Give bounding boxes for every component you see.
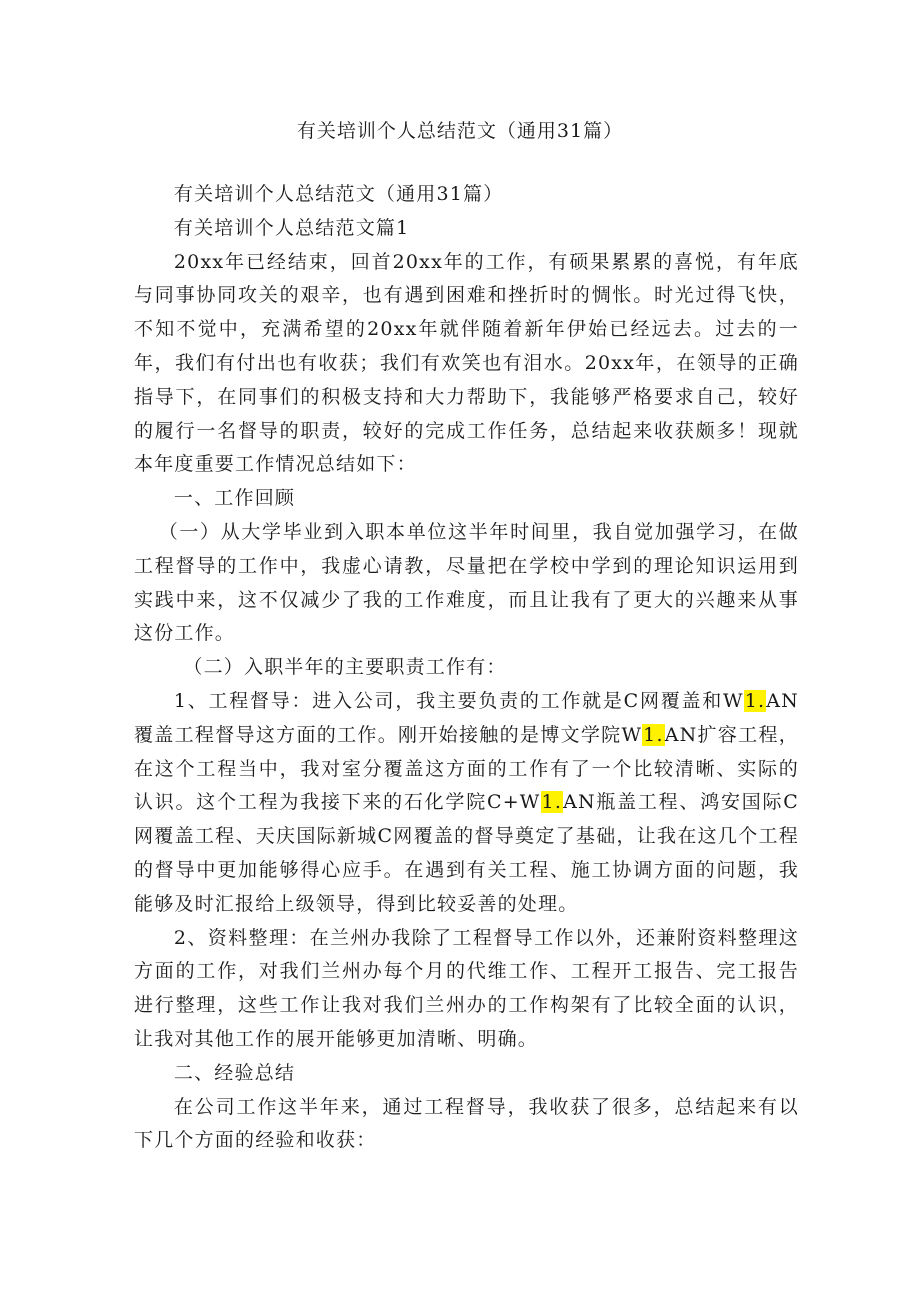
document-body [134,178,799,1158]
paragraph-part-two-heading: （二）入职半年的主要职责工作有： [183,656,507,679]
article-heading: 有关培训个人总结范文篇1 [173,216,410,239]
item1-text-3: AN扩容工程，在这个工程当中，我对室分覆盖这方面的工作有了一个比较清晰、实际的认识。这个工程为我接下来的石化学院C+W [134,723,799,814]
intro-paragraph: 20xx年已经结束，回首20xx年的工作，有硕果累累的喜悦，有年底与同事协同攻关的艰辛，也有遇到困难和挫折时的惆怅。时光过得飞快，不知不觉中，充满希望的20xx年就伴随着新年伊始已经远去。过去的一年，我们有付出也有收获；我们有欢笑也有泪水。20xx年，在领导的正确指导下，在同事们的积极支持和大力帮助下，我能够严格要求自己，较好的履行一名督导的职责，较好的完成工作任务，总结起来收获颇多！现就本年度重要工作情况总结如下： [134,250,799,476]
item1-text-1: 1、工程督导：进入公司，我主要负责的工作就是C网覆盖和W [173,689,744,712]
section-heading-review: 一、工作回顾 [173,487,296,510]
item-document-organization: 2、资料整理：在兰州办我除了工程督导工作以外，还兼附资料整理这方面的工作，对我们兰州办每个月的代维工作、工程开工报告、完工报告进行整理，这些工作让我对我们兰州办的工作构架有了比较全面的认识，让我对其他工作的展开能够更加清晰、明确。 [134,926,799,1050]
summary-paragraph: 在公司工作这半年来，通过工程督导，我收获了很多，总结起来有以下几个方面的经验和收获： [134,1095,799,1152]
item-engineering-supervision [134,685,799,922]
section-heading-experience: 二、经验总结 [173,1061,296,1084]
document-title: 有关培训个人总结范文（通用31篇） [296,120,624,142]
highlight-mark: 1. [643,723,664,746]
document-subtitle: 有关培训个人总结范文（通用31篇） [173,183,504,205]
paragraph-part-one: （一）从大学毕业到入职本单位这半年时间里，我自觉加强学习，在做工程督导的工作中，我虚心请教，尽量把在学校中学到的理论知识运用到实践中来，这不仅减少了我的工作难度，而且让我有了更大的兴趣来从事这份工作。 [134,520,799,645]
item1-text-4: AN瓶盖工程、鸿安国际C网覆盖工程、天庆国际新城C网覆盖的督导奠定了基础，让我在这几个工程的督导中更加能够得心应手。在遇到有关工程、施工协调方面的问题，我能够及时汇报给上级领导，得到比较妥善的处理。 [134,791,799,915]
highlight-mark: 1. [744,689,766,712]
item1-text-2: AN覆盖工程督导这方面的工作。刚开始接触的是博文学院W [134,689,799,746]
highlight-mark: 1. [541,791,563,814]
